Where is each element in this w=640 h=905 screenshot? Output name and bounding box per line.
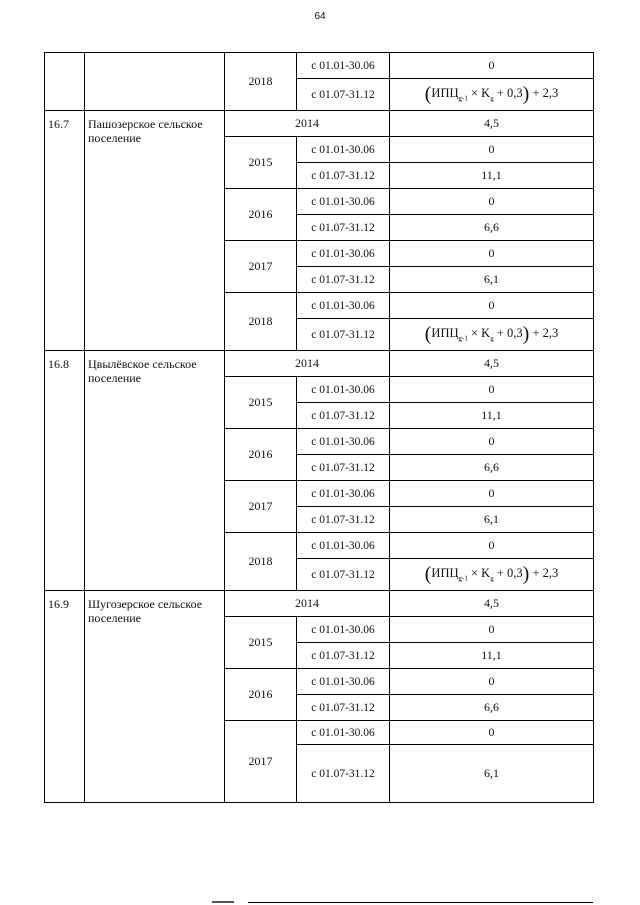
formula-part: + 2,3 (532, 86, 559, 100)
section-number-cell: 16.7 (45, 111, 85, 351)
year-cell: 2015 (225, 377, 297, 429)
period-cell: с 01.07-31.12 (297, 163, 390, 189)
table-row (45, 351, 594, 377)
value-cell: 6,1 (390, 507, 594, 533)
value-cell: 0 (390, 429, 594, 455)
value-cell: 0 (390, 53, 594, 79)
period-cell: с 01.07-31.12 (297, 643, 390, 669)
formula-part: + 0,3 (496, 86, 523, 100)
value-cell (390, 319, 594, 351)
value-cell: 6,1 (390, 267, 594, 293)
formula-paren: ) (522, 83, 530, 105)
formula-part: ИПЦ (431, 566, 459, 580)
period-cell: с 01.07-31.12 (297, 403, 390, 429)
year-cell: 2017 (225, 241, 297, 293)
year-cell: 2015 (225, 617, 297, 669)
value-cell: 6,6 (390, 215, 594, 241)
formula-part: × (470, 86, 479, 100)
period-cell: с 01.01-30.06 (297, 137, 390, 163)
formula (424, 323, 559, 345)
period-cell: с 01.07-31.12 (297, 215, 390, 241)
year-cell: 2016 (225, 429, 297, 481)
period-cell: с 01.01-30.06 (297, 53, 390, 79)
period-cell: с 01.01-30.06 (297, 481, 390, 507)
settlement-name-cell: Пашозерское сельское поселение (85, 111, 225, 351)
base-value-cell: 4,5 (390, 591, 594, 617)
year-cell: 2018 (225, 533, 297, 591)
formula-part: + 0,3 (496, 326, 523, 340)
formula-part: + 0,3 (496, 566, 523, 580)
period-cell: с 01.01-30.06 (297, 533, 390, 559)
formula-paren: ( (424, 563, 432, 585)
value-cell: 0 (390, 533, 594, 559)
value-cell: 6,6 (390, 695, 594, 721)
period-cell: с 01.07-31.12 (297, 559, 390, 591)
value-cell: 11,1 (390, 643, 594, 669)
page-number: 64 (314, 11, 326, 22)
section-number-cell (45, 53, 85, 111)
formula-part: + 2,3 (532, 566, 559, 580)
formula-paren: ) (522, 563, 530, 585)
value-cell: 6,6 (390, 455, 594, 481)
period-cell: с 01.01-30.06 (297, 721, 390, 745)
year-cell: 2016 (225, 669, 297, 721)
table-row (45, 111, 594, 137)
formula-part: ИПЦ (431, 86, 459, 100)
formula-paren: ) (522, 323, 530, 345)
period-cell: с 01.01-30.06 (297, 617, 390, 643)
value-cell: 11,1 (390, 403, 594, 429)
period-cell: с 01.07-31.12 (297, 79, 390, 111)
base-value-cell: 4,5 (390, 111, 594, 137)
formula (424, 563, 559, 585)
formula-part: g-1 (458, 94, 468, 103)
formula-paren: ( (424, 83, 432, 105)
year-cell: 2016 (225, 189, 297, 241)
value-cell (390, 79, 594, 111)
formula-part: × (470, 566, 479, 580)
formula-part: K (481, 566, 491, 580)
period-cell: с 01.07-31.12 (297, 695, 390, 721)
formula-part: K (481, 86, 491, 100)
bottom-mark (212, 901, 234, 903)
value-cell (390, 559, 594, 591)
value-cell: 0 (390, 481, 594, 507)
period-cell: с 01.01-30.06 (297, 293, 390, 319)
formula-paren: ( (424, 323, 432, 345)
year-cell: 2017 (225, 481, 297, 533)
year-cell: 2018 (225, 53, 297, 111)
section-number-cell: 16.9 (45, 591, 85, 803)
formula (424, 83, 559, 105)
period-cell: с 01.01-30.06 (297, 189, 390, 215)
formula-part: g-1 (458, 574, 468, 583)
period-cell: с 01.01-30.06 (297, 377, 390, 403)
period-cell: с 01.01-30.06 (297, 429, 390, 455)
formula-part: g (490, 574, 494, 583)
value-cell: 0 (390, 617, 594, 643)
value-cell: 0 (390, 669, 594, 695)
settlement-name-cell: Шугозерское сельское поселение (85, 591, 225, 803)
value-cell: 0 (390, 293, 594, 319)
settlement-name-cell (85, 53, 225, 111)
formula-part: g (490, 94, 494, 103)
period-cell: с 01.01-30.06 (297, 241, 390, 267)
year-cell: 2017 (225, 721, 297, 803)
table-row (45, 591, 594, 617)
formula-part: g-1 (458, 334, 468, 343)
tariff-table (44, 52, 594, 803)
base-year-cell: 2014 (225, 591, 390, 617)
base-year-cell: 2014 (225, 351, 390, 377)
period-cell: с 01.07-31.12 (297, 745, 390, 803)
value-cell: 0 (390, 377, 594, 403)
base-value-cell: 4,5 (390, 351, 594, 377)
value-cell: 0 (390, 721, 594, 745)
settlement-name-cell: Цвылёвское сельское поселение (85, 351, 225, 591)
period-cell: с 01.07-31.12 (297, 507, 390, 533)
period-cell: с 01.01-30.06 (297, 669, 390, 695)
value-cell: 11,1 (390, 163, 594, 189)
period-cell: с 01.07-31.12 (297, 455, 390, 481)
value-cell: 0 (390, 189, 594, 215)
bottom-rule (248, 902, 593, 903)
section-number-cell: 16.8 (45, 351, 85, 591)
formula-part: K (481, 326, 491, 340)
period-cell: с 01.07-31.12 (297, 319, 390, 351)
formula-part: + 2,3 (532, 326, 559, 340)
period-cell: с 01.07-31.12 (297, 267, 390, 293)
year-cell: 2015 (225, 137, 297, 189)
table-row (45, 53, 594, 79)
tariff-table-body (45, 53, 594, 803)
value-cell: 0 (390, 241, 594, 267)
formula-part: ИПЦ (431, 326, 459, 340)
formula-part: × (470, 326, 479, 340)
year-cell: 2018 (225, 293, 297, 351)
base-year-cell: 2014 (225, 111, 390, 137)
formula-part: g (490, 334, 494, 343)
value-cell: 6,1 (390, 745, 594, 803)
value-cell: 0 (390, 137, 594, 163)
